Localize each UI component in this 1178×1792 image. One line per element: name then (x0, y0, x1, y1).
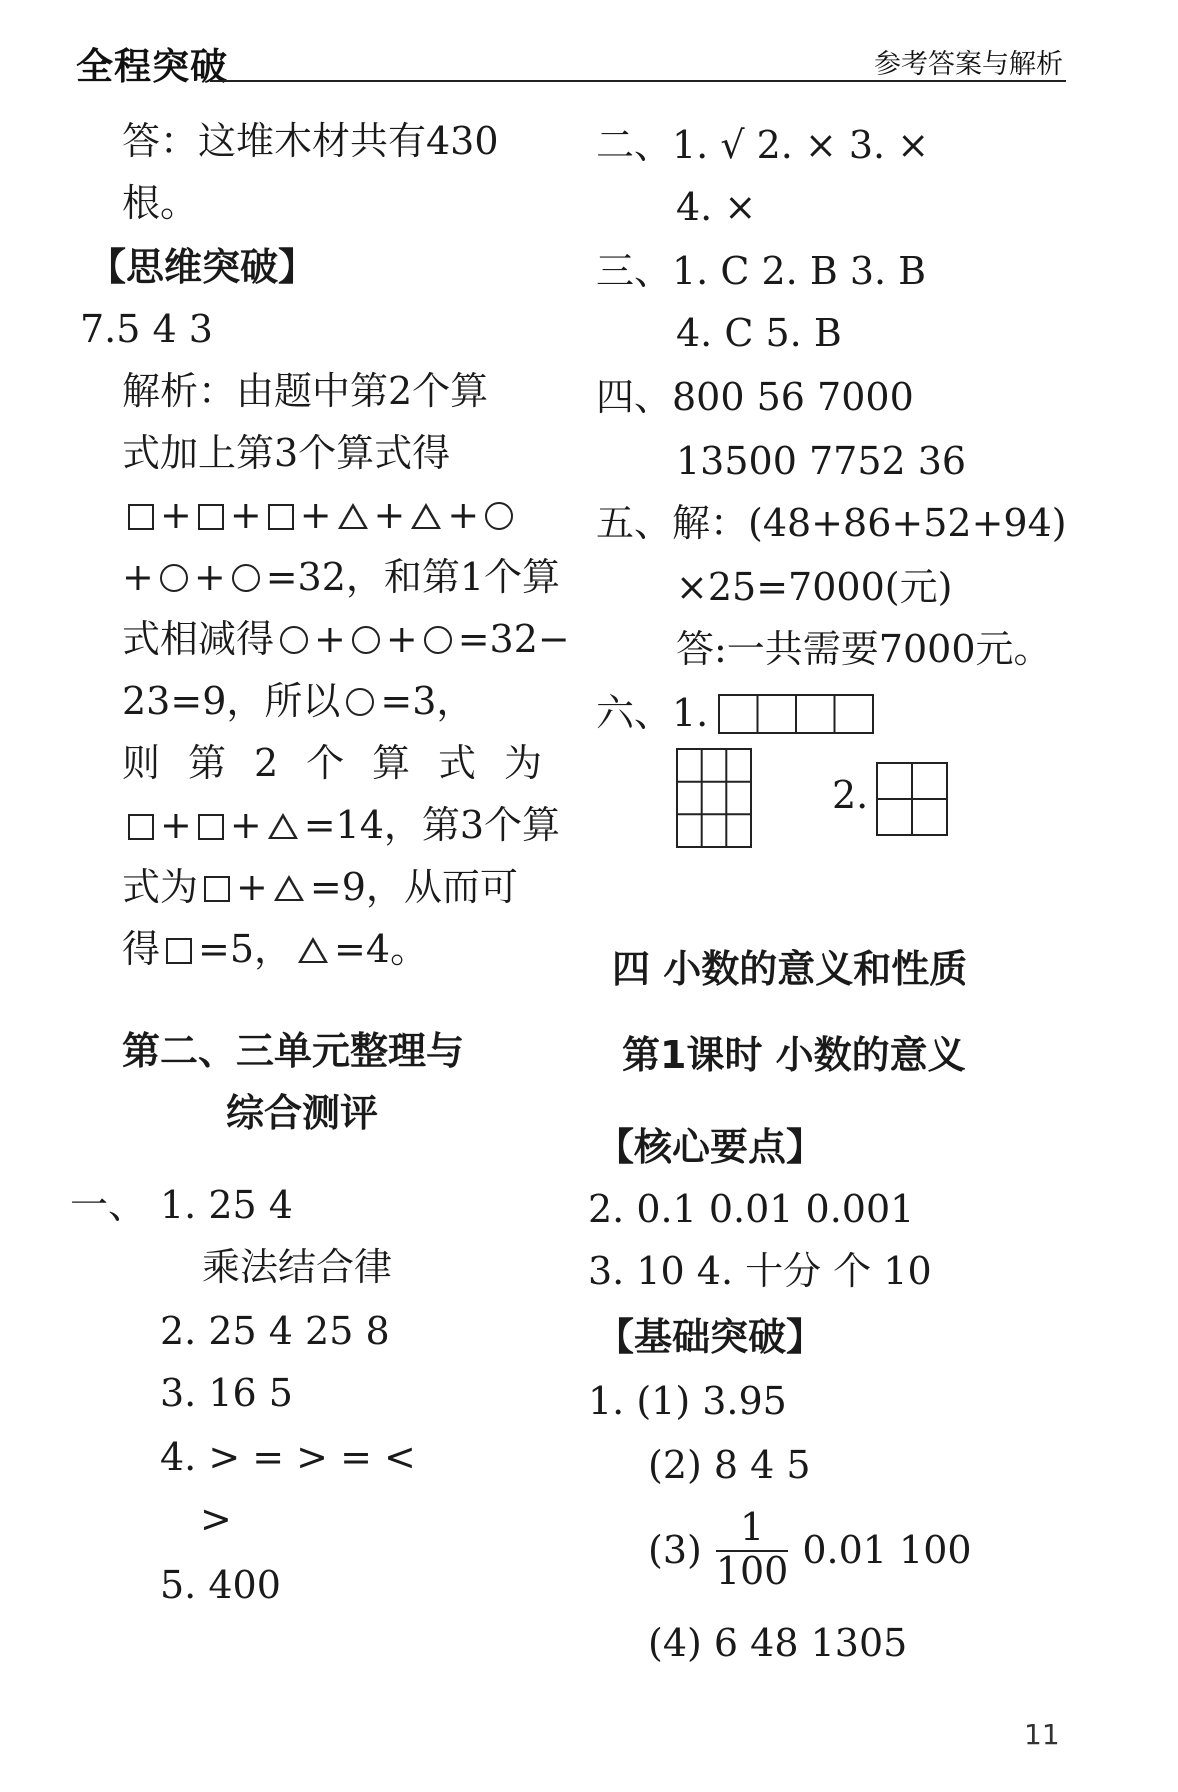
answer-line: ×25=7000(元) (676, 565, 953, 609)
answer-line: > (200, 1497, 232, 1541)
circle-symbol (160, 564, 188, 592)
answer-line: (4) 6 48 1305 (648, 1621, 908, 1665)
lesson-title: 第1课时 小数的意义 (622, 1033, 966, 1077)
answer-line: 根。 (122, 181, 199, 225)
page-header (0, 0, 1178, 90)
figure-row-squares (718, 694, 878, 736)
question-7-answer: 7.5 4 3 (80, 307, 213, 351)
circle-symbol (424, 626, 452, 654)
triangle-symbol (411, 503, 441, 529)
circle-symbol (346, 688, 374, 716)
answer-line: 4. × (676, 185, 757, 229)
answer-line: 乘法结合律 (202, 1245, 393, 1289)
square-symbol (204, 876, 230, 902)
explanation-line-shapes: 得 =5， =4。 (122, 927, 429, 971)
answer-line: 3. 16 5 (160, 1371, 293, 1415)
circle-symbol (280, 626, 308, 654)
section-heading-thinking: 【思维突破】 (88, 245, 317, 289)
square-symbol (198, 814, 224, 840)
answer-line: 2. 25 4 25 8 (160, 1309, 390, 1353)
circle-symbol (352, 626, 380, 654)
chapter-title: 四 小数的意义和性质 (612, 947, 968, 991)
section-heading-core: 【核心要点】 (596, 1125, 825, 1169)
figure-grid-2x2 (876, 762, 950, 838)
circle-symbol (485, 502, 513, 530)
answer-line: 五、解：(48+86+52+94) (596, 501, 1067, 545)
explanation-line: 式加上第3个算式得 (122, 431, 451, 475)
answer-line: 4. > = > = < (160, 1435, 416, 1479)
section-heading-basic: 【基础突破】 (596, 1315, 825, 1359)
unit-title: 第二、三单元整理与 (122, 1029, 465, 1073)
answer-line: 1. 25 4 (160, 1183, 293, 1227)
answer-line: (2) 8 4 5 (648, 1443, 811, 1487)
square-symbol (128, 504, 154, 530)
answer-line: 2. (832, 773, 869, 817)
page-number: 11 (1024, 1718, 1060, 1751)
answer-line: 二、1. √ 2. × 3. × (596, 123, 930, 167)
triangle-symbol (298, 937, 328, 963)
square-symbol (166, 938, 192, 964)
explanation-line: 解析：由题中第2个算 (122, 369, 489, 413)
explanation-line-shapes: + + =32，和第1个算 (122, 555, 561, 599)
part-1-label: 一、 (70, 1183, 147, 1227)
brand-logo: 全程突破 (76, 45, 228, 88)
triangle-symbol (268, 813, 298, 839)
square-symbol (198, 504, 224, 530)
answer-line: 2. 0.1 0.01 0.001 (588, 1187, 915, 1231)
answer-line: 三、1. C 2. B 3. B (596, 249, 927, 293)
answer-line: 六、1. (596, 691, 709, 735)
answer-line: 4. C 5. B (676, 311, 842, 355)
triangle-symbol (274, 875, 304, 901)
square-symbol (268, 504, 294, 530)
answer-line-fraction: (3) $\frac{1}{100}$ 0.01 100 (648, 1505, 972, 1593)
square-symbol (128, 814, 154, 840)
answer-line: 1. (1) 3.95 (588, 1379, 787, 1423)
triangle-symbol (338, 503, 368, 529)
answer-line: 5. 400 (160, 1563, 281, 1607)
figure-grid-3x3 (676, 748, 756, 850)
answer-line: 3. 10 4. 十分 个 10 (588, 1249, 932, 1293)
explanation-line-shapes: 式相减得 + + =32− (122, 617, 570, 661)
circle-symbol (232, 564, 260, 592)
answer-line: 13500 7752 36 (676, 439, 967, 483)
header-section-title: 参考答案与解析 (874, 49, 1063, 80)
answer-line: 四、800 56 7000 (596, 375, 914, 419)
answer-line: 答：这堆木材共有430 (122, 119, 499, 163)
explanation-line-justified: 则 第 2 个 算 式 为 (122, 741, 542, 785)
answer-line: 答:一共需要7000元。 (676, 627, 1052, 671)
explanation-line-shapes: 式为 + =9，从而可 (122, 865, 518, 909)
fraction: $\frac{1}{100}$ (715, 1505, 789, 1593)
explanation-line-shapes: + + + + + (122, 496, 519, 534)
explanation-line-shapes: + + =14，第3个算 (122, 806, 560, 844)
unit-title: 综合测评 (226, 1091, 379, 1135)
explanation-line-shapes: 23=9，所以 =3， (122, 679, 475, 723)
